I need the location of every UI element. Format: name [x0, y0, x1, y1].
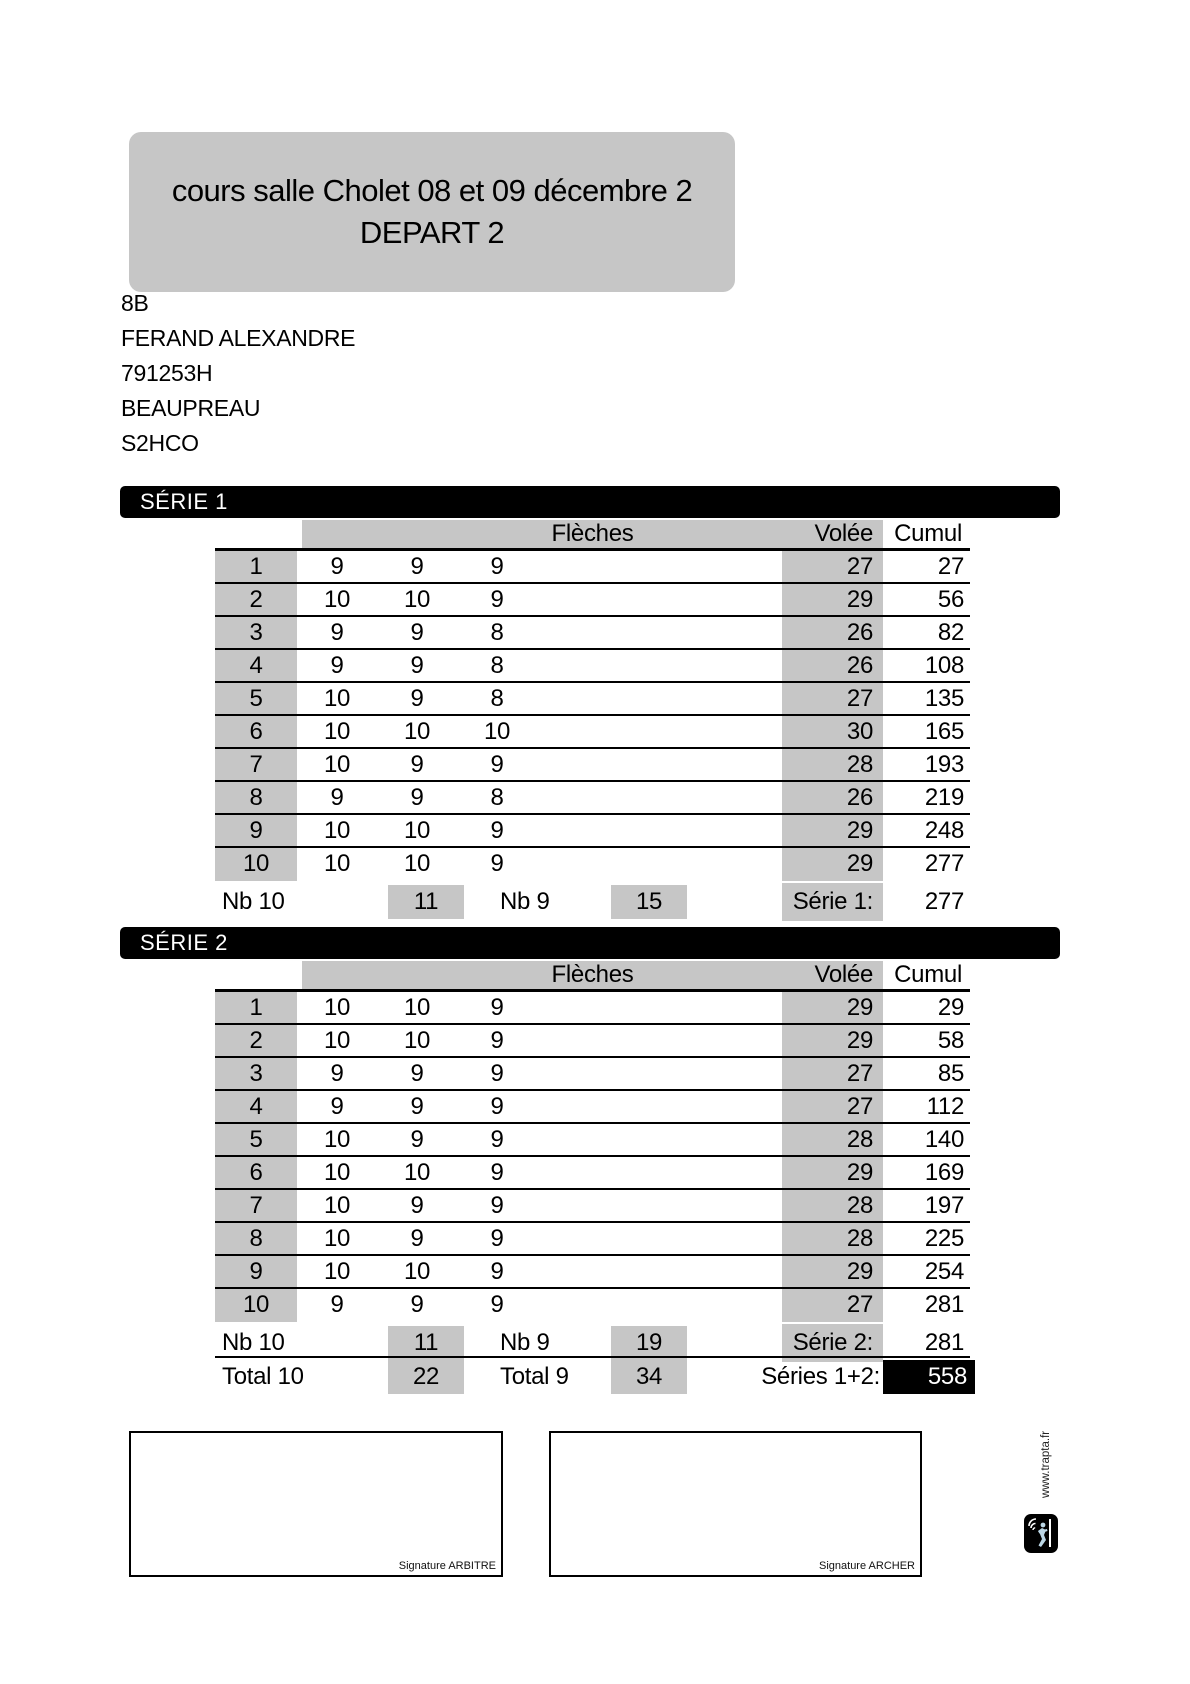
end-number-cell: 5 — [215, 1124, 297, 1155]
serie-2-total-label: Série 2: — [782, 1324, 883, 1362]
volee-total-cell: 27 — [782, 1289, 883, 1322]
filler-cell — [537, 1190, 782, 1221]
arrow-score-cell: 9 — [490, 1060, 504, 1087]
score-row — [215, 1157, 970, 1190]
serie-1-table — [215, 520, 970, 881]
nb9-count-box: 19 — [611, 1326, 687, 1360]
filler-cell — [537, 1157, 782, 1188]
arrow-score-cell: 10 — [323, 1192, 351, 1219]
cumul-total-cell: 193 — [924, 751, 964, 778]
category-code: S2HCO — [121, 430, 199, 456]
cumul-total-cell: 58 — [937, 1027, 964, 1054]
arrow-score-cell: 10 — [403, 586, 431, 613]
archer-info — [121, 286, 355, 461]
score-row — [215, 1124, 970, 1157]
volee-total-cell: 30 — [782, 716, 883, 747]
filler-cell — [537, 1223, 782, 1254]
cumul-total-cell: 108 — [924, 652, 964, 679]
signature-box-archer — [549, 1431, 922, 1577]
cumul-total-cell: 56 — [937, 586, 964, 613]
score-row — [215, 650, 970, 683]
arrow-score-cell: 8 — [490, 685, 504, 712]
cumul-total-cell: 281 — [924, 1291, 964, 1318]
arrow-score-cell: 10 — [323, 850, 351, 877]
arrow-score-cell: 9 — [490, 1027, 504, 1054]
grand-total-box: 558 — [883, 1360, 975, 1394]
filler-cell — [537, 683, 782, 714]
volee-total-cell: 28 — [782, 1124, 883, 1155]
cumul-header-label: Cumul — [894, 961, 962, 988]
score-row — [215, 782, 970, 815]
serie-2-label: SÉRIE 2 — [140, 930, 228, 955]
arrow-score-cell: 10 — [483, 718, 511, 745]
arrow-score-cell: 10 — [403, 718, 431, 745]
arrow-score-cell: 10 — [323, 586, 351, 613]
filler-cell — [537, 1058, 782, 1089]
filler-cell — [537, 1124, 782, 1155]
end-number-cell: 5 — [215, 683, 297, 714]
volee-total-cell: 29 — [782, 815, 883, 846]
arrow-score-cell: 8 — [490, 652, 504, 679]
score-row — [215, 1058, 970, 1091]
score-row — [215, 551, 970, 584]
arrow-score-cell: 10 — [323, 1225, 351, 1252]
arrow-score-cell: 9 — [330, 1060, 344, 1087]
nb9-count-box: 15 — [611, 885, 687, 919]
arrow-score-cell: 10 — [323, 751, 351, 778]
arrow-score-cell: 10 — [323, 685, 351, 712]
filler-cell — [537, 1289, 782, 1322]
archer-logo-icon — [1026, 1516, 1056, 1551]
arrow-score-cell: 9 — [410, 751, 424, 778]
end-number-cell: 3 — [215, 617, 297, 648]
end-number-cell: 6 — [215, 716, 297, 747]
filler-cell — [537, 815, 782, 846]
end-number-cell: 6 — [215, 1157, 297, 1188]
totals-row — [215, 1356, 975, 1396]
arrow-score-cell: 9 — [490, 1291, 504, 1318]
serie-2-header-bar — [120, 927, 1060, 959]
archer-name: FERAND ALEXANDRE — [121, 325, 356, 351]
volee-total-cell: 28 — [782, 1190, 883, 1221]
cumul-total-cell: 248 — [924, 817, 964, 844]
end-number-cell: 2 — [215, 1025, 297, 1056]
arrow-score-cell: 9 — [410, 553, 424, 580]
arrow-score-cell: 9 — [410, 652, 424, 679]
volee-total-cell: 29 — [782, 1157, 883, 1188]
arrow-score-cell: 10 — [323, 1027, 351, 1054]
score-rows — [215, 551, 970, 881]
score-row — [215, 1025, 970, 1058]
score-row — [215, 584, 970, 617]
filler-cell — [537, 617, 782, 648]
cumul-total-cell: 82 — [937, 619, 964, 646]
volee-total-cell: 29 — [782, 584, 883, 615]
arrow-score-cell: 9 — [490, 994, 504, 1021]
total10-count-box: 22 — [388, 1360, 464, 1394]
depart-subtitle: DEPART 2 — [359, 215, 505, 250]
end-number-cell: 2 — [215, 584, 297, 615]
serie-2-table — [215, 961, 970, 1322]
arrow-score-cell: 9 — [330, 784, 344, 811]
arrow-score-cell: 9 — [410, 619, 424, 646]
filler-cell — [537, 782, 782, 813]
arrow-score-cell: 9 — [410, 1192, 424, 1219]
nb9-label: Nb 9 — [500, 1329, 550, 1356]
arrow-score-cell: 9 — [490, 1159, 504, 1186]
volee-total-cell: 26 — [782, 782, 883, 813]
serie-1-header-bar — [120, 486, 1060, 518]
volee-total-cell: 26 — [782, 617, 883, 648]
arrow-score-cell: 9 — [490, 1093, 504, 1120]
arrow-score-cell: 10 — [403, 817, 431, 844]
score-row — [215, 749, 970, 782]
arrow-score-cell: 9 — [330, 652, 344, 679]
cumul-total-cell: 277 — [924, 850, 964, 877]
serie-1-label: SÉRIE 1 — [140, 489, 228, 514]
arrow-score-cell: 9 — [330, 1291, 344, 1318]
cumul-header-label: Cumul — [894, 520, 962, 547]
arrow-score-cell: 10 — [403, 1159, 431, 1186]
end-number-cell: 3 — [215, 1058, 297, 1089]
cumul-total-cell: 197 — [924, 1192, 964, 1219]
license-number: 791253H — [121, 360, 213, 386]
arrow-score-cell: 9 — [490, 586, 504, 613]
arrow-score-cell: 9 — [330, 619, 344, 646]
arrow-score-cell: 10 — [403, 1258, 431, 1285]
end-number-cell: 8 — [215, 782, 297, 813]
series-sum-label: Séries 1+2: — [761, 1363, 880, 1390]
filler-cell — [537, 1091, 782, 1122]
nb9-label: Nb 9 — [500, 888, 550, 915]
arrow-score-cell: 10 — [323, 1258, 351, 1285]
end-number-cell: 10 — [215, 848, 297, 881]
arrow-score-cell: 9 — [410, 784, 424, 811]
arrow-score-cell: 9 — [330, 553, 344, 580]
serie-1-summary-row — [215, 883, 975, 921]
end-number-cell: 1 — [215, 551, 297, 582]
arrow-score-cell: 9 — [410, 1291, 424, 1318]
arrow-score-cell: 9 — [490, 553, 504, 580]
arrow-score-cell: 10 — [403, 1027, 431, 1054]
volee-total-cell: 27 — [782, 1091, 883, 1122]
end-number-cell: 7 — [215, 749, 297, 780]
cumul-total-cell: 135 — [924, 685, 964, 712]
end-number-cell: 4 — [215, 650, 297, 681]
arrow-score-cell: 10 — [323, 817, 351, 844]
arrow-score-cell: 10 — [323, 718, 351, 745]
volee-total-cell: 28 — [782, 749, 883, 780]
volee-total-cell: 29 — [782, 1256, 883, 1287]
cumul-total-cell: 85 — [937, 1060, 964, 1087]
cumul-total-cell: 27 — [937, 553, 964, 580]
arrow-score-cell: 9 — [490, 751, 504, 778]
arrow-score-cell: 8 — [490, 619, 504, 646]
filler-cell — [537, 848, 782, 881]
cumul-total-cell: 140 — [924, 1126, 964, 1153]
cumul-total-cell: 169 — [924, 1159, 964, 1186]
arrow-score-cell: 10 — [403, 850, 431, 877]
total9-label: Total 9 — [500, 1363, 569, 1390]
filler-cell — [537, 1256, 782, 1287]
volee-total-cell: 27 — [782, 1058, 883, 1089]
end-number-cell: 1 — [215, 992, 297, 1023]
score-row — [215, 1289, 970, 1322]
filler-cell — [537, 992, 782, 1023]
cumul-total-cell: 254 — [924, 1258, 964, 1285]
signature-box-arbitre — [129, 1431, 503, 1577]
arrow-score-cell: 10 — [323, 994, 351, 1021]
volee-header-label: Volée — [814, 961, 873, 988]
end-number-cell: 7 — [215, 1190, 297, 1221]
arrows-header-label: Flèches — [551, 961, 634, 988]
event-title-box — [129, 132, 735, 292]
filler-cell — [537, 1025, 782, 1056]
serie-2-column-headers — [215, 961, 970, 992]
serie-1-section — [120, 486, 1060, 921]
volee-total-cell: 29 — [782, 848, 883, 881]
arrow-score-cell: 9 — [410, 1060, 424, 1087]
end-number-cell: 9 — [215, 815, 297, 846]
volee-total-cell: 29 — [782, 992, 883, 1023]
arrow-score-cell: 10 — [323, 1159, 351, 1186]
volee-total-cell: 26 — [782, 650, 883, 681]
end-number-cell: 8 — [215, 1223, 297, 1254]
score-row — [215, 617, 970, 650]
arrow-score-cell: 9 — [410, 1225, 424, 1252]
score-rows — [215, 992, 970, 1322]
serie-1-total-value: 277 — [924, 888, 964, 915]
trapta-logo — [1024, 1514, 1058, 1553]
total9-count-box: 34 — [611, 1360, 687, 1394]
serie-2-section — [120, 927, 1060, 1362]
end-number-cell: 9 — [215, 1256, 297, 1287]
filler-cell — [537, 551, 782, 582]
end-number-cell: 4 — [215, 1091, 297, 1122]
volee-total-cell: 27 — [782, 683, 883, 714]
club-name: BEAUPREAU — [121, 395, 261, 421]
arrow-score-cell: 9 — [490, 817, 504, 844]
nb10-count-box: 11 — [388, 885, 464, 919]
end-number-cell: 10 — [215, 1289, 297, 1322]
event-title: cours salle Cholet 08 et 09 décembre 2 — [171, 173, 693, 208]
score-row — [215, 683, 970, 716]
arrow-score-cell: 9 — [410, 1126, 424, 1153]
cumul-total-cell: 225 — [924, 1225, 964, 1252]
arrow-score-cell: 9 — [490, 850, 504, 877]
filler-cell — [537, 584, 782, 615]
filler-cell — [537, 716, 782, 747]
score-row — [215, 815, 970, 848]
serie-2-total-value: 281 — [924, 1329, 964, 1356]
arrow-score-cell: 8 — [490, 784, 504, 811]
arrow-score-cell: 10 — [403, 994, 431, 1021]
website-vertical-text: www.trapta.fr — [1040, 1430, 1052, 1498]
nb10-count-box: 11 — [388, 1326, 464, 1360]
score-row — [215, 1190, 970, 1223]
cumul-total-cell: 29 — [937, 994, 964, 1021]
arrows-header-label: Flèches — [551, 520, 634, 547]
arrow-score-cell: 9 — [410, 1093, 424, 1120]
score-row — [215, 1091, 970, 1124]
score-row — [215, 1223, 970, 1256]
cumul-total-cell: 112 — [926, 1093, 964, 1120]
target-assignment: 8B — [121, 290, 149, 316]
volee-total-cell: 28 — [782, 1223, 883, 1254]
arrow-score-cell: 9 — [330, 1093, 344, 1120]
volee-total-cell: 29 — [782, 1025, 883, 1056]
score-row — [215, 848, 970, 881]
arrow-score-cell: 10 — [323, 1126, 351, 1153]
arrow-score-cell: 9 — [410, 685, 424, 712]
serie-1-column-headers — [215, 520, 970, 551]
arrow-score-cell: 9 — [490, 1126, 504, 1153]
arrow-score-cell: 9 — [490, 1225, 504, 1252]
volee-total-cell: 27 — [782, 551, 883, 582]
signature-archer-label: Signature ARCHER — [819, 1560, 915, 1572]
arrow-score-cell: 9 — [490, 1258, 504, 1285]
nb10-label: Nb 10 — [222, 888, 285, 915]
cumul-total-cell: 165 — [924, 718, 964, 745]
score-row — [215, 992, 970, 1025]
cumul-total-cell: 219 — [924, 784, 964, 811]
score-row — [215, 716, 970, 749]
serie-1-total-label: Série 1: — [782, 883, 883, 921]
total10-label: Total 10 — [222, 1363, 304, 1390]
volee-header-label: Volée — [814, 520, 873, 547]
score-row — [215, 1256, 970, 1289]
filler-cell — [537, 749, 782, 780]
arrow-score-cell: 9 — [490, 1192, 504, 1219]
nb10-label: Nb 10 — [222, 1329, 285, 1356]
filler-cell — [537, 650, 782, 681]
signature-arbitre-label: Signature ARBITRE — [398, 1560, 496, 1572]
